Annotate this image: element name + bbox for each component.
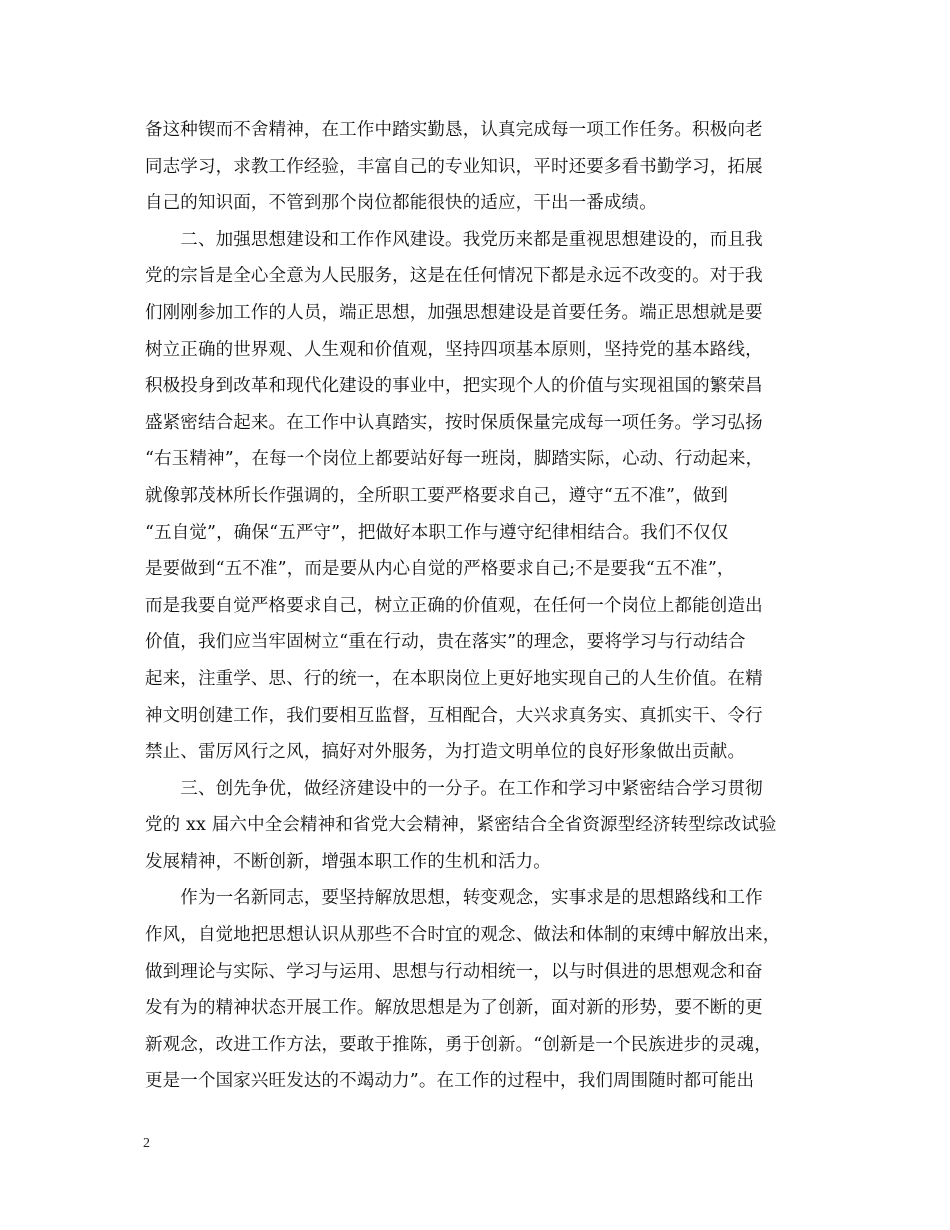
- text-line: 作风，自觉地把思想认识从那些不合时宜的观念、做法和体制的束缚中解放出来，: [145, 925, 781, 946]
- text-line: 们刚刚参加工作的人员，端正思想，加强思想建设是首要任务。端正思想就是要: [145, 302, 763, 323]
- body-text: [145, 112, 815, 1100]
- text-line: 盛紧密结合起来。在工作中认真踏实，按时保质保量完成每一项任务。学习弘扬: [145, 412, 763, 433]
- text-line: 更是一个国家兴旺发达的不竭动力”。在工作的过程中，我们周围随时都可能出: [145, 1071, 755, 1092]
- paragraph-4-start: 作为一名新同志，要坚持解放思想，转变观念，实事求是的思想路线和工作: [145, 888, 763, 909]
- text-line: 党的 xx 届六中全会精神和省党大会精神，紧密结合全省资源型经济转型综改试验: [145, 815, 777, 836]
- text-line: 积极投身到改革和现代化建设的事业中，把实现个人的价值与实现祖国的繁荣昌: [145, 376, 763, 397]
- text-line: 而是我要自觉严格要求自己，树立正确的价值观，在任何一个岗位上都能创造出: [145, 595, 763, 616]
- text-line: 同志学习，求教工作经验，丰富自己的专业知识，平时还要多看书勤学习，拓展: [145, 156, 763, 177]
- text-line: 起来，注重学、思、行的统一，在本职岗位上更好地实现自己的人生价值。在精: [145, 668, 763, 689]
- text-line: “右玉精神”，在每一个岗位上都要站好每一班岗，脚踏实际，心动、行动起来，: [145, 449, 764, 470]
- text-line: 发展精神，不断创新，增强本职工作的生机和活力。: [145, 851, 551, 872]
- text-line: 价值，我们应当牢固树立“重在行动，贵在落实”的理念，要将学习与行动结合: [145, 632, 746, 653]
- text-line: 树立正确的世界观、人生观和价值观，坚持四项基本原则，坚持党的基本路线，: [145, 339, 763, 360]
- text-line: 党的宗旨是全心全意为人民服务，这是在任何情况下都是永远不改变的。对于我: [145, 266, 763, 287]
- text-line: “五自觉”，确保“五严守”，把做好本职工作与遵守纪律相结合。我们不仅仅: [145, 522, 729, 543]
- text-line: 做到理论与实际、学习与运用、思想与行动相统一，以与时俱进的思想观念和奋: [145, 961, 763, 982]
- text-line: 发有为的精神状态开展工作。解放思想是为了创新，面对新的形势，要不断的更: [145, 998, 763, 1019]
- page-number: 2: [143, 1136, 150, 1151]
- text-line: 自己的知识面，不管到那个岗位都能很快的适应，干出一番成绩。: [145, 193, 657, 214]
- text-line: 新观念，改进工作方法，要敢于推陈，勇于创新。“创新是一个民族进步的灵魂，: [145, 1034, 772, 1055]
- text-line: 备这种锲而不舍精神，在工作中踏实勤恳，认真完成每一项工作任务。积极向老: [145, 120, 763, 140]
- paragraph-2-start: 二、加强思想建设和工作作风建设。我党历来都是重视思想建设的，而且我: [145, 229, 763, 250]
- text-line: 是要做到“五不准”，而是要从内心自觉的严格要求自己;不是要我“五不准”，: [145, 559, 735, 580]
- text-line: 神文明创建工作，我们要相互监督，互相配合，大兴求真务实、真抓实干、令行: [145, 705, 763, 726]
- text-line: 禁止、雷厉风行之风，搞好对外服务，为打造文明单位的良好形象做出贡献。: [145, 742, 746, 763]
- text-line: 就像郭茂林所长作强调的，全所职工要严格要求自己，遵守“五不准”，做到: [145, 485, 728, 506]
- paragraph-3-start: 三、创先争优，做经济建设中的一分子。在工作和学习中紧密结合学习贯彻: [145, 778, 763, 799]
